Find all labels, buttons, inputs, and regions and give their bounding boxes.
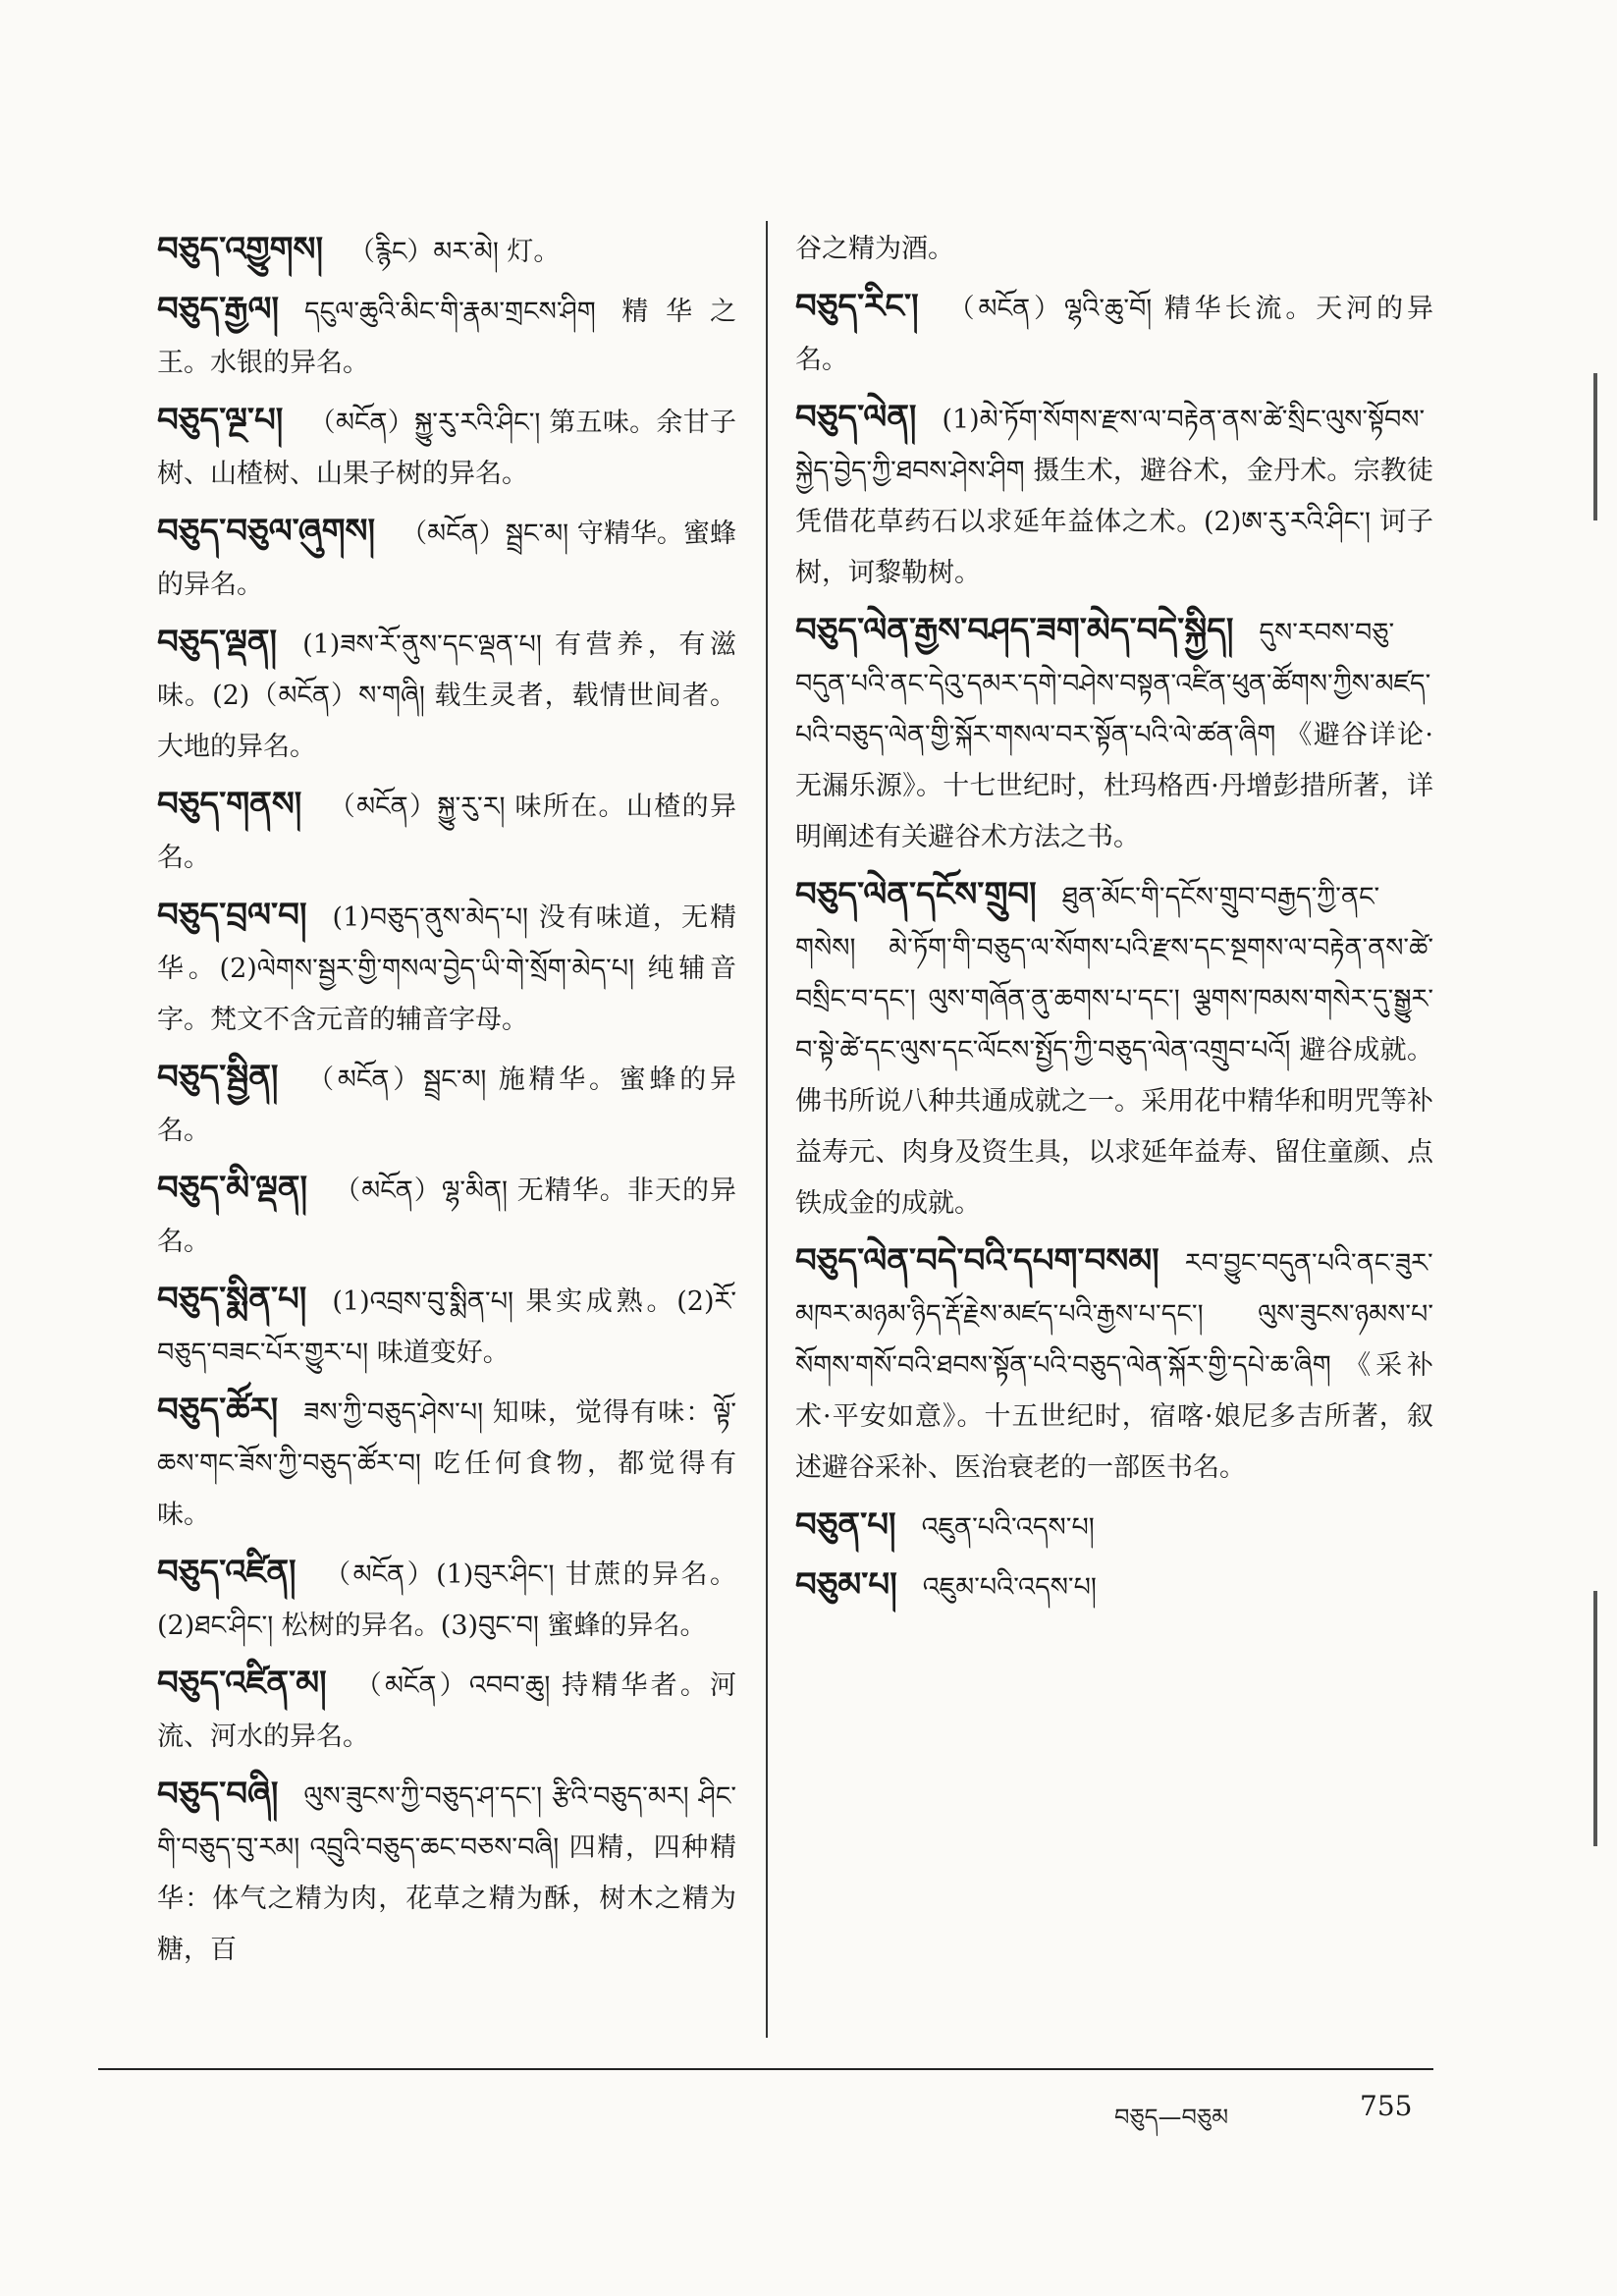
entry-headword: བཅུད་བྲལ་བ། <box>157 896 307 935</box>
entry-headword: བཅུད་ལེན་རྒྱས་བཤད་ཟག་མེད་བདེ་སྐྱིད། <box>795 611 1234 650</box>
entry-headword: བཅུན་པ། <box>795 1505 896 1545</box>
entry-definition: 谷之精为酒。 <box>795 234 954 264</box>
entry-headword: བཅུད་ལྡན། <box>157 623 278 662</box>
left-column <box>157 224 736 1982</box>
dictionary-entry <box>795 281 1433 386</box>
entry-definition: （མངོན）(1)བུར་ཤིང་། 甘蔗的异名。(2)ཐང་ཤིང་། 松树的异名。(3)བུང་བ། 蜜蜂的异名。 <box>157 1559 736 1641</box>
entry-headword: བཅུད་ལེན་དངོས་གྲུབ། <box>795 875 1037 914</box>
entry-headword: བཅུད་འཛིན། <box>157 1553 296 1592</box>
entry-headword: བཅུད་ལེན་བདེ་བའི་དཔག་བསམ། <box>795 1241 1159 1281</box>
entry-definition: ཐུན་མོང་གི་དངོས་གྲུབ་བརྒྱད་ཀྱི་ནང་གསེས། མེ་ཏོག་གི་བཅུད་ལ་སོགས་པའི་རྫས་དང་སྔགས་ལ་བརྟེན་ནས་ཚེ་བསྲིང་བ་དང་། ལུས་གཞོན་ནུ་ཆགས་པ་དང་། ལྕགས་ཁམས་གསེར་དུ་སྒྱུར་བ་སྟེ་ཚེ་དང་ལུས་དང་ལོངས་སྤྱོད་ཀྱི་བཅུད་ལེན་འགྲུབ་པའོ། 避谷成就。佛书所说八种共通成就之一。采用花中精华和明咒等补益寿元、肉身及资生具，以求延年益寿、留住童颜、点铁成金的成就。 <box>795 882 1433 1219</box>
dictionary-entry <box>157 890 736 1046</box>
dictionary-entry <box>157 617 736 773</box>
scan-edge-mark <box>1593 373 1597 520</box>
entry-headword: བཅུད་རྒྱལ། <box>157 290 280 329</box>
entry-definition: （མངོན）སྐྱུ་རུ་ར། 味所在。山楂的异名。 <box>157 792 736 873</box>
dictionary-entry <box>157 1658 736 1763</box>
dictionary-entry <box>157 506 736 611</box>
entry-definition: འཇུན་པའི་འདས་པ། <box>921 1512 1095 1543</box>
entry-definition: （མངོན）སྐྱུ་རུ་རའི་ཤིང་། 第五味。余甘子树、山楂树、山果子树的异名。 <box>157 408 736 489</box>
entry-definition: (1)ཟས་རོ་ནུས་དང་ལྡན་པ། 有营养，有滋味。(2)（མངོན）ས་གཞི། 载生灵者，载情世间者。大地的异名。 <box>157 629 736 762</box>
footer-rule <box>98 2068 1433 2070</box>
entry-definition: ལུས་ཟུངས་ཀྱི་བཅུད་ཤ་དང་། རྩིའི་བཅུད་མར། ཤིང་གི་བཅུད་བུ་རམ། འབྲུའི་བཅུད་ཆང་བཅས་བཞི། 四精，四种精华：体气之精为肉，花草之精为酥，树木之精为糖，百 <box>157 1781 736 1965</box>
entry-headword: བཅུད་སྨིན་པ། <box>157 1280 307 1319</box>
entry-definition: (1)བཅུད་ནུས་མེད་པ། 没有味道，无精华。(2)ལེགས་སྦྱར་གྱི་གསལ་བྱེད་ཡི་གེ་སྲོག་མེད་པ། 纯辅音字。梵文不含元音的辅音字母。 <box>157 902 736 1035</box>
entry-headword: བཅུད་ཚོར། <box>157 1391 279 1430</box>
dictionary-entry <box>795 392 1433 599</box>
dictionary-entry <box>795 869 1433 1230</box>
page-number: 755 <box>1360 2090 1413 2122</box>
entry-definition: དངུལ་ཆུའི་མིང་གི་རྣམ་གྲངས་ཤིག 精华之王。水银的异名。 <box>157 297 736 378</box>
entry-headword: བཅུད་རིང་། <box>795 287 919 326</box>
dictionary-entry <box>157 1385 736 1541</box>
dictionary-entry <box>157 1547 736 1652</box>
entry-headword: བཅུད་འཛིན་མ། <box>157 1664 327 1703</box>
scan-edge-mark <box>1593 1591 1597 1846</box>
entry-definition: (1)འབྲས་བུ་སྨིན་པ། 果实成熟。(2)རོ་བཅུད་བཟང་པོར་གྱུར་པ། 味道变好。 <box>157 1286 736 1368</box>
column-divider <box>766 221 768 2038</box>
dictionary-entry <box>795 1235 1433 1494</box>
entry-headword: བཅུམ་པ། <box>795 1565 897 1605</box>
dictionary-entry <box>157 284 736 389</box>
entry-definition: ཟས་ཀྱི་བཅུད་ཤེས་པ། 知味，觉得有味：ལྟོ་ཆས་གང་ཟོས་ཀྱི་བཅུད་ཚོར་བ། 吃任何食物，都觉得有味。 <box>157 1397 736 1530</box>
entry-headword: བཅུད་གནས། <box>157 785 302 824</box>
dictionary-entry <box>157 1163 736 1268</box>
dictionary-entry <box>795 1559 1433 1613</box>
entry-headword: བཅུད་བཅུལ་ཞུགས། <box>157 512 376 551</box>
dictionary-entry <box>157 224 736 278</box>
dictionary-entry <box>157 1052 736 1157</box>
guide-words: བཅུད—བཅུམ <box>1114 2104 1229 2131</box>
entry-headword: བཅུད་ལྔ་པ། <box>157 401 284 440</box>
entry-definition: （མངོན）འབབ་ཆུ། 持精华者。河流、河水的异名。 <box>157 1670 736 1752</box>
entry-definition: རབ་བྱུང་བདུན་པའི་ནང་ཟུར་མཁར་མཉམ་ཉིད་རྡོ་རྗེས་མཛད་པའི་རྒྱས་པ་དང་། ལུས་ཟུངས་ཉམས་པ་སོགས་གསོ་བའི་ཐབས་སྟོན་པའི་བཅུད་ལེན་སྐོར་གྱི་དཔེ་ཆ་ཞིག 《采补术·平安如意》。十五世纪时，宿喀·娘尼多吉所著，叙述避谷采补、医治衰老的一部医书名。 <box>795 1248 1433 1483</box>
dictionary-entry <box>157 395 736 500</box>
entry-headword: བཅུད་སྦྱིན། <box>157 1058 279 1097</box>
entry-definition: （མངོན）སྦྲང་མ། 守精华。蜜蜂的异名。 <box>157 519 736 600</box>
dictionary-entry <box>157 1769 736 1976</box>
entry-definition: འཇུམ་པའི་འདས་པ། <box>922 1572 1097 1603</box>
entry-headword: བཅུད་བཞི། <box>157 1775 279 1814</box>
entry-definition: （མངོན）ལྷའི་ཆུ་བོ། 精华长流。天河的异名。 <box>795 294 1433 375</box>
entry-headword: བཅུད་མི་ལྡན། <box>157 1169 308 1208</box>
entry-definition: （མངོན）ལྷ་མིན། 无精华。非天的异名。 <box>157 1175 736 1257</box>
dictionary-entry <box>157 779 736 884</box>
dictionary-entry <box>157 1274 736 1379</box>
dictionary-entry <box>795 1500 1433 1554</box>
dictionary-entry <box>795 605 1433 863</box>
entry-definition: དུས་རབས་བཅུ་བདུན་པའི་ནང་དེའུ་དམར་དགེ་བཤེས་བསྟན་འཛིན་ཕུན་ཚོགས་ཀྱིས་མཛད་པའི་བཅུད་ལེན་གྱི་སྐོར་གསལ་བར་སྟོན་པའི་ལེ་ཚན་ཞིག 《避谷详论·无漏乐源》。十七世纪时，杜玛格西·丹增彭措所著，详明阐述有关避谷术方法之书。 <box>795 618 1433 852</box>
entry-definition: （མངོན）སྦྲང་མ། 施精华。蜜蜂的异名。 <box>157 1065 736 1146</box>
dictionary-entry <box>795 224 1433 275</box>
entry-definition: (1)མེ་ཏོག་སོགས་རྫས་ལ་བརྟེན་ནས་ཚེ་སྲིང་ལུས་སྟོབས་སྐྱེད་བྱེད་ཀྱི་ཐབས་ཤེས་ཤིག 摄生术，避谷术，金丹术。宗教徒凭借花草药石以求延年益体之术。(2)ཨ་རུ་རའི་ཤིང་། 诃子树，诃黎勒树。 <box>795 405 1433 588</box>
entry-headword: བཅུད་ལེན། <box>795 398 917 437</box>
entry-definition: （རྙིང）མར་མེ། 灯。 <box>349 237 561 267</box>
right-column <box>795 224 1433 1619</box>
entry-headword: བཅུད་འགྱུགས། <box>157 230 324 269</box>
